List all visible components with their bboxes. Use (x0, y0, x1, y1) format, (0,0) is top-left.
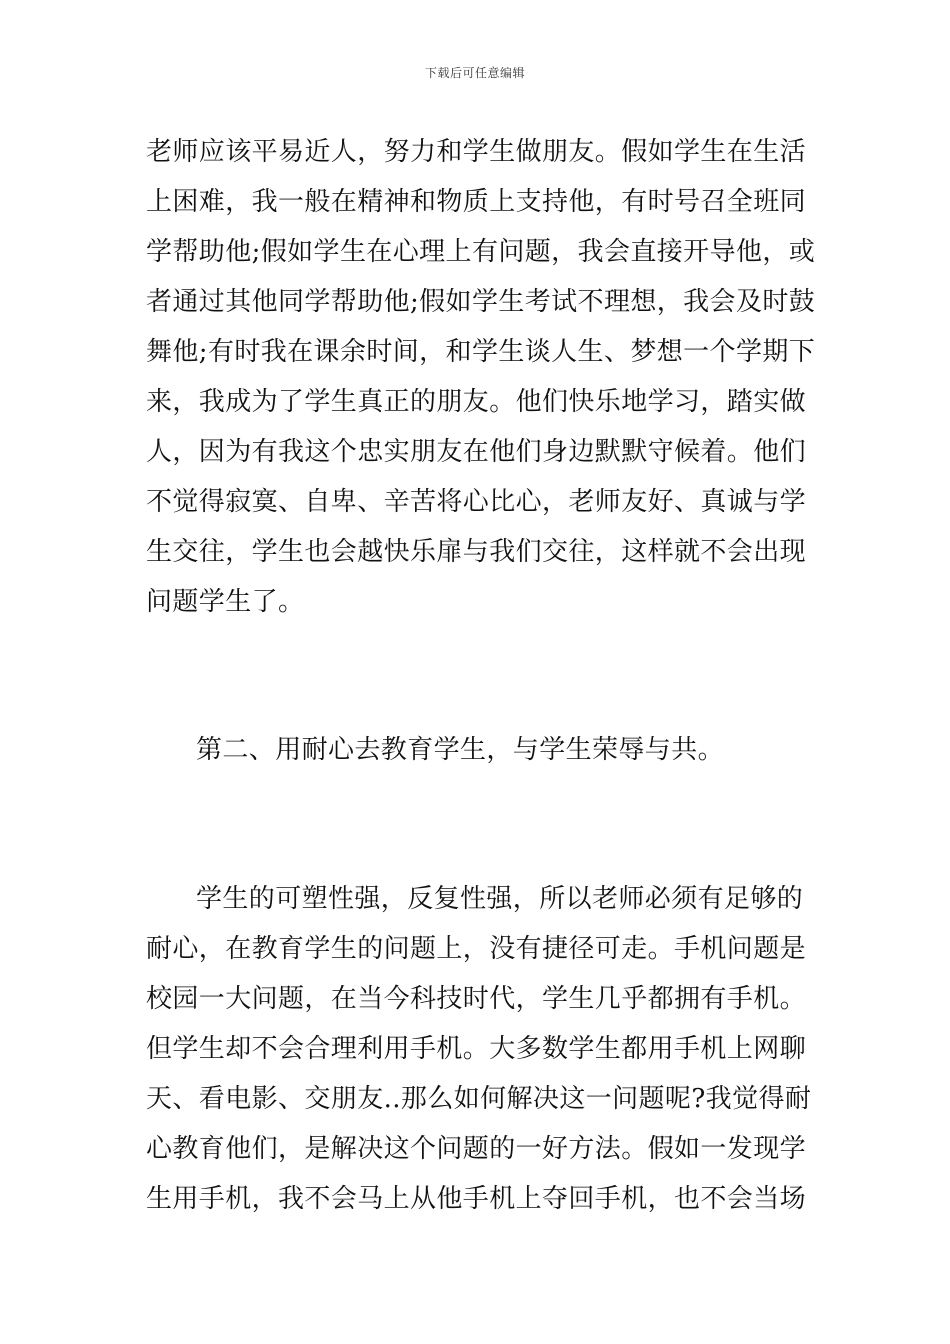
paragraph-line: 来，我成为了学生真正的朋友。他们快乐地学习，踏实做 (146, 387, 807, 417)
paragraph-line: 校园一大问题，在当今科技时代，学生几乎都拥有手机。 (146, 984, 807, 1014)
paragraph-line: 问题学生了。 (146, 587, 305, 617)
paragraph-line: 心教育他们，是解决这个问题的一好方法。假如一发现学 (146, 1134, 807, 1164)
paragraph-line: 天、看电影、交朋友..那么如何解决这一问题呢?我觉得耐 (146, 1084, 812, 1114)
paragraph-line: 但学生却不会合理利用手机。大多数学生都用手机上网聊 (146, 1034, 807, 1064)
paragraph-line: 学帮助他;假如学生在心理上有问题，我会直接开导他，或 (146, 237, 816, 267)
paragraph-line: 者通过其他同学帮助他;假如学生考试不理想，我会及时鼓 (146, 287, 816, 317)
section-heading: 第二、用耐心去教育学生，与学生荣辱与共。 (196, 735, 725, 765)
paragraph-line: 耐心，在教育学生的问题上，没有捷径可走。手机问题是 (146, 934, 807, 964)
paragraph-line: 舞他;有时我在课余时间，和学生谈人生、梦想一个学期下 (146, 337, 816, 367)
paragraph-line: 生交往，学生也会越快乐扉与我们交往，这样就不会出现 (146, 537, 807, 567)
paragraph-line: 学生的可塑性强，反复性强，所以老师必须有足够的 (196, 884, 804, 914)
header-note: 下载后可任意编辑 (424, 66, 525, 80)
paragraph-line: 老师应该平易近人，努力和学生做朋友。假如学生在生活 (146, 137, 807, 167)
paragraph-line: 不觉得寂寞、自卑、辛苦将心比心，老师友好、真诚与学 (146, 487, 807, 517)
paragraph-line: 生用手机，我不会马上从他手机上夺回手机，也不会当场 (146, 1184, 807, 1214)
paragraph-line: 人，因为有我这个忠实朋友在他们身边默默守候着。他们 (146, 437, 807, 467)
paragraph-line: 上困难，我一般在精神和物质上支持他，有时号召全班同 (146, 187, 807, 217)
